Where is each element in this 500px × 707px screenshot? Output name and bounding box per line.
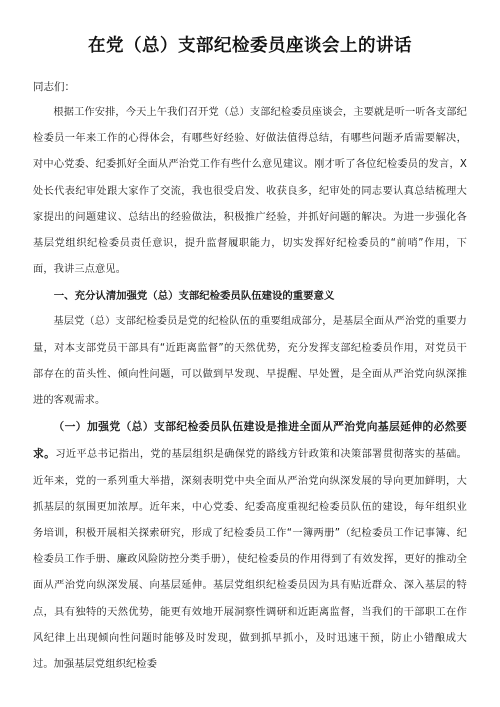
subsection-1-heading: （一）加强党（总）支部纪检委员队伍建设是推进全面从严治党向基层延伸的必然要求。 (33, 420, 467, 461)
paragraph-intro: 根据工作安排，今天上午我们召开党（总）支部纪检委员座谈会，主要就是听一听各支部纪检委员一年来工作的心得体会，有哪些好经验、好做法值得总结，有哪些问题矛盾需要解决，对中心党委、纪委抓好全面从严治党工作有些什么意见建议。刚才听了各位纪检委员的发言，X处长代表纪审处跟大家作了交流，我也很受启发、收获良多，纪审处的同志要认真总结梳理大家提出的问题建议、总结出的经验做法，积极推广经验，并抓好问题的解决。为进一步强化各基层党组织纪检委员责任意识，提升监督履职能力，切实发挥好纪检委员的“前哨”作用，下面，我讲三点意见。 (33, 107, 467, 276)
section-heading-1: 一、充分认清加强党（总）支部纪检委员队伍建设的重要意义 (53, 290, 335, 303)
subsection-1-body: 习近平总书记指出，党的基层组织是确保党的路线方针政策和决策部署贯彻落实的基础。近年来，党的一系列重大举措，深刻表明党中央全面从严治党向纵深发展的导向更加鲜明，大抓基层的氛围更加浓厚。近年来，中心党委、纪委高度重视纪检委员队伍的建设，每年组织业务培训，积极开展相关探索研究，形成了纪检委员工作“一簿两册”（纪检委员工作记事簿、纪检委员工作手册、廉政风险防控分类手册），使纪检委员的作用得到了有效发挥，更好的推动全面从严治党向纵深发展、向基层延伸。基层党组织纪检委员因为具有贴近群众、深入基层的特点，具有独特的天然优势，能更有效地开展洞察性调研和近距离监督，当我们的干部职工在作风纪律上出现倾向性问题时能够及时发现，做到抓早抓小，及时迅速干预，防止小错酿成大过。加强基层党组织纪检委 (33, 449, 467, 671)
paragraph-significance: 基层党（总）支部纪检委员是党的纪检队伍的重要组成部分，是基层全面从严治党的重要力量，对本支部党员干部具有“近距离监督”的天然优势，充分发挥支部纪检委员作用，对党员干部存在的苗头性、倾向性问题，可以做到早发现、早提醒、早处置，是全面从严治党向纵深推进的客观需求。 (33, 316, 467, 407)
salutation: 同志们： (33, 81, 75, 93)
paragraph-subsection-1 (33, 414, 467, 678)
document-title: 在党（总）支部纪检委员座谈会上的讲话 (88, 36, 412, 56)
